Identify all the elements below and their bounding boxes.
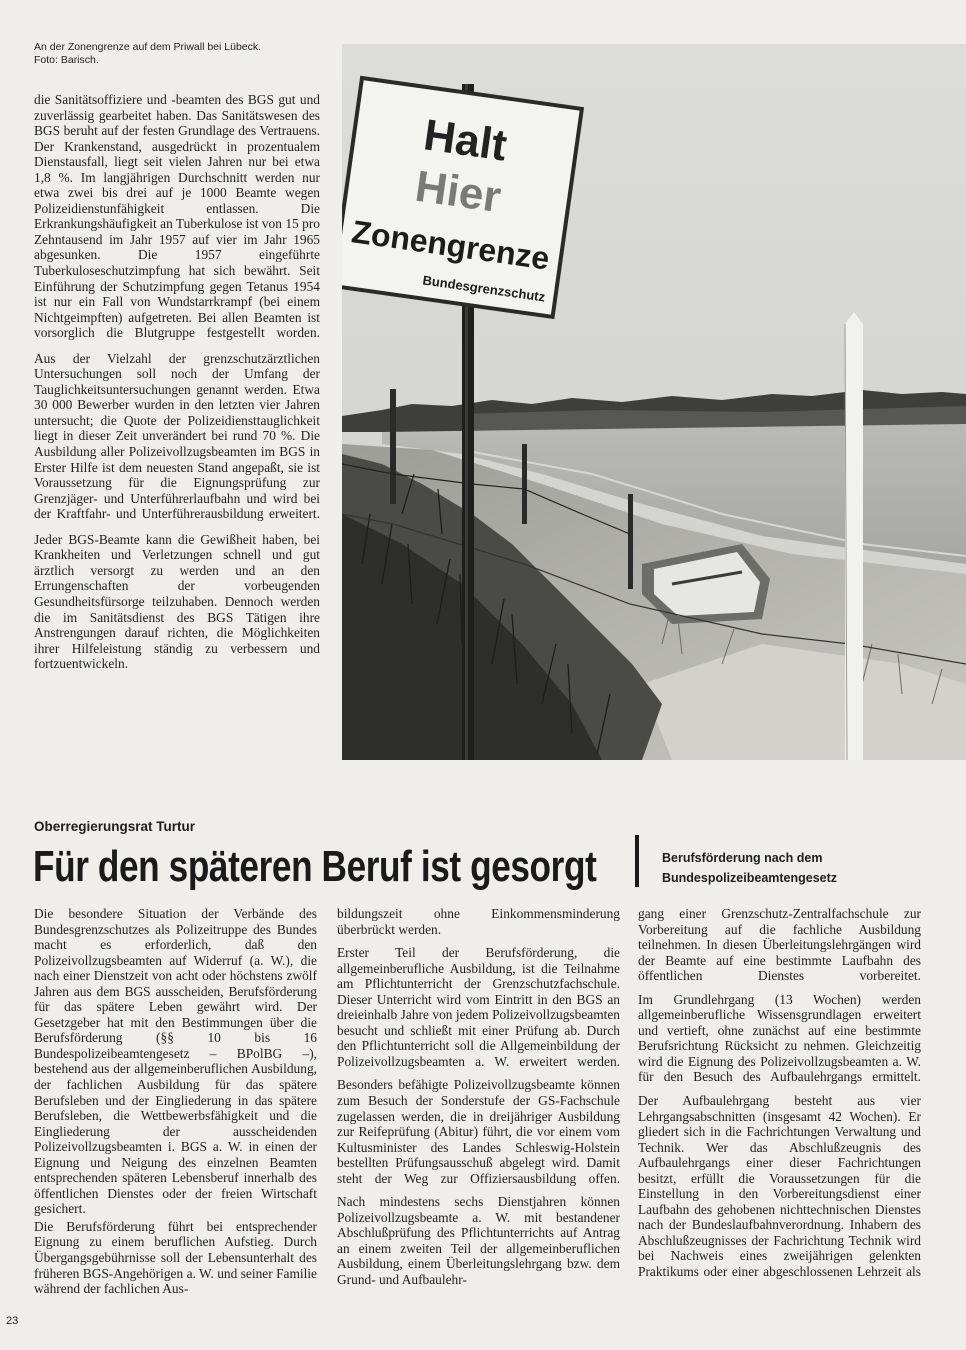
article-col1-paragraph-2: Die Berufsförderung führt bei entsprechender Eignung zu einem beruflichen Aufstieg. Durch Übergangsgebührnisse soll der Lebensunterhalt des früheren BGS-Angehörigen a. W. und seiner Familie während der fachlichen Aus- — [34, 1218, 317, 1297]
left-paragraph-1: die Sanitätsoffiziere und -beamten des BGS gut und zuverlässig gearbeitet haben. Das Sanitätswesen des BGS beruht auf der festen Grundlage des Vertrauens. Der Krankenstand, ausgedrückt in prozentualem Dienstausfall, liegt seit vielen Jahren nur bei etwa 1,8 %. Im langjährigen Durchschnitt werden nur etwa zwei bis drei auf je 1000 Beamte wegen Polizeidienstunfähigkeit entlassen. Die Erkrankungshäufigkeit an Tuberkulose ist von 15 pro Zehntausend im Jahr 1957 auf vier im Jahr 1965 abgesunken. Die 1957 eingeführte Tuberkuloseschutzimpfung hat sich bewährt. Seit Einführung der Schutzimpfung gegen Tetanus 1954 ist nur ein Fall von Wundstarrkrampf (bei einem Nichtgeimpften) aufgetreten. Bei allen Beamten ist vorsorglich die Blutgruppe festgestellt worden. — [34, 92, 320, 341]
article-headline: Für den späteren Beruf ist gesorgt — [33, 842, 597, 891]
article-col3-paragraph-3: Der Aufbaulehrgang besteht aus vier Lehrgangsabschnitten (insgesamt 42 Wochen). Er gliedert sich in die Fachrichtungen Verwaltung und Technik. Wer das Abschlußzeugnis des Aufbaulehrgangs einer dieser Fachrichtungen besitzt, erfüllt die Voraussetzungen für die Einstellung in den Vorbereitungsdienst einer Laufbahn des gehobenen nichttechnischen Dienstes nach der Bundeslaufbahnverordnung. Inhabern des Abschlußzeugnisses der Fachrichtung Technik wird bei Nachweis eines zweijährigen gelenkten Praktikums oder einer abgeschlossenen Lehrzeit als — [638, 1093, 921, 1280]
article-column-3 — [638, 906, 921, 1288]
article-subhead: Berufsförderung nach dem Bundespolizeibeamtengesetz — [662, 851, 838, 885]
border-sign-photo — [342, 44, 966, 760]
article-col2-paragraph-4: Nach mindestens sechs Dienstjahren können Polizeivollzugsbeamte a. W. mit bestandener Abschlußprüfung des Pflichtunterrichts auf Antrag an einem zweiten Teil der allgemeinberuflichen Ausbildung, einem Überleitungslehrgang bzw. dem Grund- und Aufbaulehr- — [337, 1194, 620, 1288]
caption-line-1: An der Zonengrenze auf dem Priwall bei Lübeck. — [34, 41, 262, 53]
sign-text-bundesgrenzschutz: Bundesgrenzschutz — [421, 272, 547, 305]
article-col3-paragraph-2: Im Grundlehrgang (13 Wochen) werden allgemeinberufliche Wissensgrundlagen erweitert und vertieft, ohne zunächst auf eine bestimmte Berufsrichtung Rücksicht zu nehmen. Gleichzeitig wird die Eignung des Polizeivollzugsbeamten a. W. für den Besuch des Aufbaulehrgangs ermittelt. — [638, 991, 921, 1085]
article-col1-paragraph-1: Die besondere Situation der Verbände des Bundesgrenzschutzes als Polizeitruppe des Bundes macht es erforderlich, daß den Polizeivollzugsbeamten auf Widerruf (a. W.), die nach einer Dienstzeit von acht oder höchstens zwölf Jahren aus dem BGS ausscheiden, Berufsförderung für das spätere Leben gewährt wird. Der Gesetzgeber hat mit den Bestimmungen über die Berufsförderung (§§ 10 bis 16 Bundespolizeibeamtengesetz – BPolBG –), bestehend aus der allgemeinberuflichen Ausbildung, der fachlichen Ausbildung für das spätere Berufsleben und der Eingliederung in das spätere Berufsleben, die Wettbewerbsfähigkeit und die Eingliederung der ausscheidenden Polizeivollzugsbeamten i. BGS a. W. in einen der Eignung und Neigung des einzelnen Beamten entsprechenden späteren Lebensberuf innerhalb des öffentlichen Dienstes oder der freien Wirtschaft gesichert. — [34, 906, 317, 1217]
sign-text-halt: Halt — [420, 110, 510, 171]
left-paragraph-2: Aus der Vielzahl der grenzschutzärztlichen Untersuchungen soll noch der Umfang der Tauglichkeitsuntersuchungen genannt werden. Etwa 30 000 Bewerber wurden in den letzten vier Jahren untersucht; die Quote der Polizeidiensttauglichkeit liegt in dieser Zeit unverändert bei rund 70 %. Die Ausbildung aller Polizeivollzugsbeamten im BGS in Erster Hilfe ist dem neuesten Stand angepaßt, sie ist Voraussetzung für die Eignungsprüfung zur Grenzjäger- und Unterführerlaufbahn und wird bei der Kraftfahr- und Unterführerausbildung erweitert. — [34, 350, 320, 522]
article-col3-paragraph-1: gang einer Grenzschutz-Zentralfachschule zur Vorbereitung auf die fachliche Ausbildung teilnehmen. In diesen Überleitungslehrgängen wird der Beamte auf eine bestimmte Laufbahn des öffentlichen Dienstes vorbereitet. — [638, 906, 921, 984]
photo-illustration — [342, 44, 966, 760]
photo-caption — [34, 41, 334, 67]
article-column-2 — [337, 906, 620, 1296]
sign-text-zonengrenze: Zonengrenze — [349, 213, 552, 277]
left-column — [34, 92, 320, 680]
article-column-1 — [34, 906, 317, 1305]
article-col2-paragraph-3: Besonders befähigte Polizeivollzugsbeamte können zum Besuch der Sonderstufe der GS-Fachschule zugelassen werden, die in dreijähriger Ausbildung zur Reifeprüfung (Abitur) führt, die vor einem vom Kultusminister des Landes Schleswig-Holstein bestellten Prüfungsausschuß abgelegt wird. Damit steht der Weg zur Offiziersausbildung offen. — [337, 1077, 620, 1186]
article-author: Oberregierungsrat Turtur — [34, 819, 196, 834]
article-col2-paragraph-1: bildungszeit ohne Einkommensminderung überbrückt werden. — [337, 906, 620, 937]
headline-divider — [635, 835, 639, 887]
page-number: 23 — [6, 1315, 19, 1327]
article-col2-paragraph-2: Erster Teil der Berufsförderung, die allgemeinberufliche Ausbildung, ist die Teilnahme am Pflichtunterricht der Grenzschutzfachschule. Dieser Unterricht wird vom Eintritt in den BGS an dreieinhalb Jahre von jedem Polizeivollzugsbeamten besucht und schließt mit einer Prüfung ab. Durch den Pflichtunterricht soll die Allgemeinbildung der Polizeivollzugsbeamten a. W. erweitert werden. — [337, 945, 620, 1069]
caption-line-2: Foto: Barisch. — [34, 54, 99, 66]
sign-text-hier: Hier — [412, 161, 504, 223]
left-paragraph-3: Jeder BGS-Beamte kann die Gewißheit haben, bei Krankheiten und Verletzungen schnell und gut ärztlich versorgt zu werden und an den Errungenschaften der vorbeugenden Gesundheitsfürsorge teilzuhaben. Dennoch werden die im Sanitätsdienst des BGS Tätigen ihre Anstrengungen darauf richten, die Möglichkeiten ihrer Hilfeleistung ständig zu verbessern und fortzuentwickeln. — [34, 531, 320, 672]
